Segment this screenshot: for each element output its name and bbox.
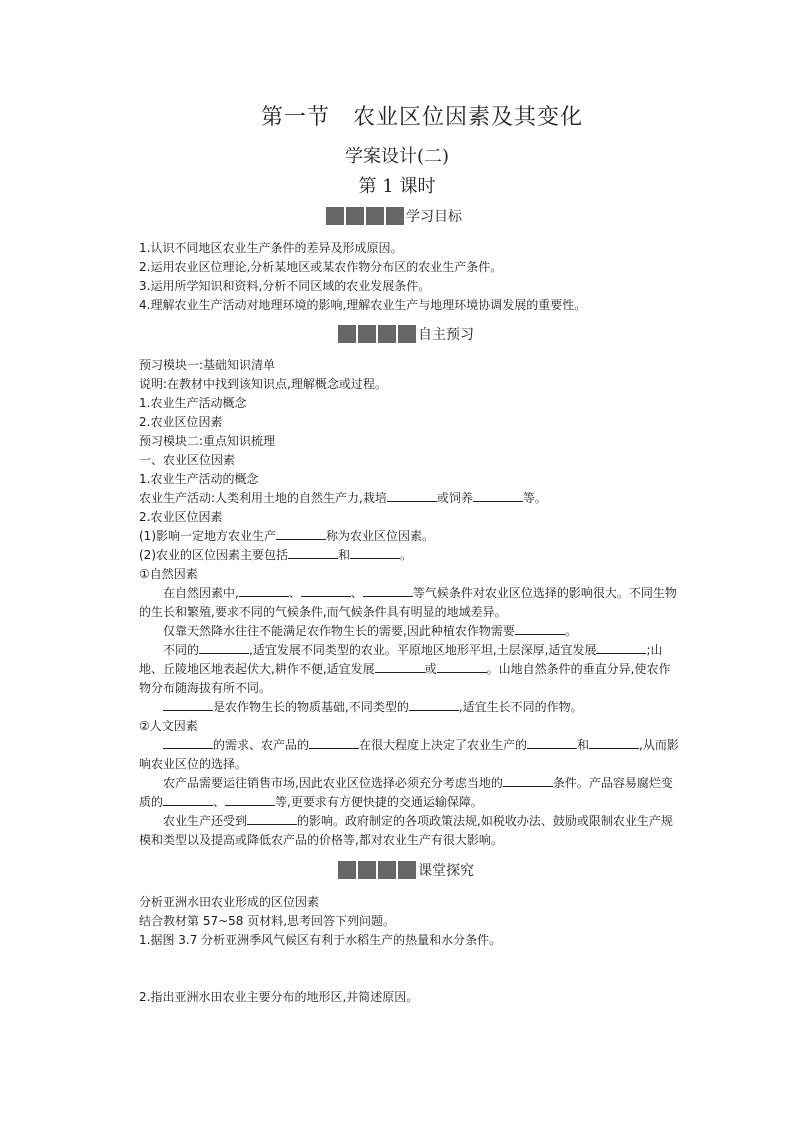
section-header-inquiry [338, 860, 474, 880]
list-item: 1.农业生产活动概念 [139, 396, 247, 410]
blank-field[interactable] [409, 698, 459, 711]
objective-item: 4.理解农业生产活动对地理环境的影响,理解农业生产与地理环境协调发展的重要性。 [139, 298, 587, 312]
section-marker-icon [326, 207, 404, 225]
blank-field[interactable] [473, 489, 523, 502]
text: 条件。产品容易腐烂变质的 [139, 776, 673, 809]
text: 等。 [522, 491, 547, 505]
blank-field[interactable] [239, 584, 289, 597]
section-marker-icon [338, 861, 416, 879]
blank-field[interactable] [589, 736, 639, 749]
blank-field[interactable] [363, 584, 413, 597]
heading: 一、农业区位因素 [139, 453, 236, 467]
section-marker-icon [338, 325, 416, 343]
document-subtitle: 学案设计(二) [344, 146, 450, 167]
text: (1)影响一定地方农业生产 [139, 529, 276, 543]
blank-field[interactable] [503, 774, 553, 787]
blank-field[interactable] [276, 527, 326, 540]
subheading: ①自然因素 [139, 567, 198, 581]
text: 。 [400, 548, 413, 562]
blank-field[interactable] [199, 641, 249, 654]
text: 不同的 [163, 643, 200, 657]
text: 是农作物生长的物质基础,不同类型的 [213, 700, 409, 714]
blank-field[interactable] [387, 489, 437, 502]
text: 的影响。政府制定的各项政策法规,如税收办法、鼓励或限制农业生产规模和类型以及提高或降低农产品的价格等,都对农业生产有很大影响。 [139, 814, 673, 847]
text: 在很大程度上决定了农业生产的 [359, 738, 528, 752]
blank-field[interactable] [247, 812, 297, 825]
text: 农产品需要运往销售市场,因此农业区位选择必须充分考虑当地的 [163, 776, 503, 790]
text: 和 [577, 738, 590, 752]
blank-field[interactable] [596, 641, 646, 654]
subheading: 2.农业区位因素 [139, 510, 223, 524]
objective-item: 2.运用农业区位理论,分析某地区或某农作物分布区的农业生产条件。 [139, 260, 503, 274]
paragraph [139, 774, 682, 812]
module1-title: 预习模块一:基础知识清单 [139, 358, 276, 372]
section-label: 自主预习 [418, 327, 474, 343]
text: 称为农业区位因素。 [326, 529, 435, 543]
list-item: 2.农业区位因素 [139, 415, 223, 429]
section-label: 学习目标 [406, 209, 462, 225]
text: ;山地、丘陵地区地表起伏大,耕作不便,适宜发展 [139, 643, 663, 676]
objective-item: 1.认识不同地区农业生产条件的差异及形成原因。 [139, 241, 403, 255]
text: ,适宜发展不同类型的农业。平原地区地形平坦,土层深厚,适宜发展 [249, 643, 597, 657]
blank-field[interactable] [288, 546, 338, 559]
text: 等气候条件对农业区位选择的影响很大。不同生物的生长和繁殖,要求不同的气候条件,而气候条件具有明显的地域差异。 [139, 586, 677, 619]
paragraph [139, 622, 682, 641]
lesson-number: 第 1 课时 [358, 176, 436, 197]
blank-field[interactable] [515, 622, 565, 635]
text: 、 [350, 586, 363, 600]
module1-note: 说明:在教材中找到该知识点,理解概念或过程。 [139, 377, 387, 391]
fill-in-line [139, 546, 412, 565]
module2-title: 预习模块二:重点知识梳理 [139, 434, 276, 448]
paragraph [139, 641, 682, 698]
blank-field[interactable] [163, 698, 213, 711]
section-header-objectives [326, 206, 462, 226]
text: 或饲养 [436, 491, 473, 505]
inquiry-topic: 分析亚洲水田农业形成的区位因素 [139, 895, 320, 909]
text: 在自然因素中, [163, 586, 239, 600]
paragraph [139, 812, 682, 850]
question: 2.指出亚洲水田农业主要分布的地形区,并简述原因。 [139, 990, 419, 1004]
blank-field[interactable] [225, 793, 275, 806]
blank-field[interactable] [163, 793, 213, 806]
fill-in-line [139, 489, 547, 508]
text: 仅靠天然降水往往不能满足农作物生长的需要,因此种植农作物需要 [163, 624, 515, 638]
subheading: 1.农业生产活动的概念 [139, 472, 259, 486]
paragraph [139, 698, 682, 717]
blank-field[interactable] [350, 546, 400, 559]
text: ,适宜生长不同的作物。 [458, 700, 583, 714]
text: 的需求、农产品的 [213, 738, 310, 752]
text: 、 [288, 586, 301, 600]
blank-field[interactable] [437, 660, 487, 673]
paragraph [139, 584, 682, 622]
blank-field[interactable] [527, 736, 577, 749]
text: 农业生产还受到 [163, 814, 248, 828]
section-header-preview [338, 324, 474, 344]
document-title: 第一节 农业区位因素及其变化 [260, 105, 583, 130]
paragraph [139, 736, 682, 774]
fill-in-line [139, 527, 434, 546]
question: 1.据图 3.7 分析亚洲季风气候区有利于水稻生产的热量和水分条件。 [139, 933, 502, 947]
inquiry-instruction: 结合教材第 57~58 页材料,思考回答下列问题。 [139, 914, 396, 928]
section-label: 课堂探究 [418, 863, 474, 879]
text: 等,更要求有方便快捷的交通运输保障。 [275, 795, 483, 809]
text: 、 [213, 795, 226, 809]
blank-field[interactable] [301, 584, 351, 597]
text: 和 [338, 548, 351, 562]
text: 。 [564, 624, 577, 638]
text: 或 [424, 662, 437, 676]
text: (2)农业的区位因素主要包括 [139, 548, 288, 562]
subheading: ②人文因素 [139, 719, 198, 733]
text: 。山地自然条件的垂直分异,使农作物分布随海拔有所不同。 [139, 662, 671, 695]
blank-field[interactable] [163, 736, 213, 749]
blank-field[interactable] [375, 660, 425, 673]
objective-item: 3.运用所学知识和资料,分析不同区域的农业发展条件。 [139, 279, 431, 293]
text: ,从而影响农业区位的选择。 [139, 738, 679, 771]
text: 农业生产活动:人类利用土地的自然生产力,栽培 [139, 491, 387, 505]
blank-field[interactable] [309, 736, 359, 749]
